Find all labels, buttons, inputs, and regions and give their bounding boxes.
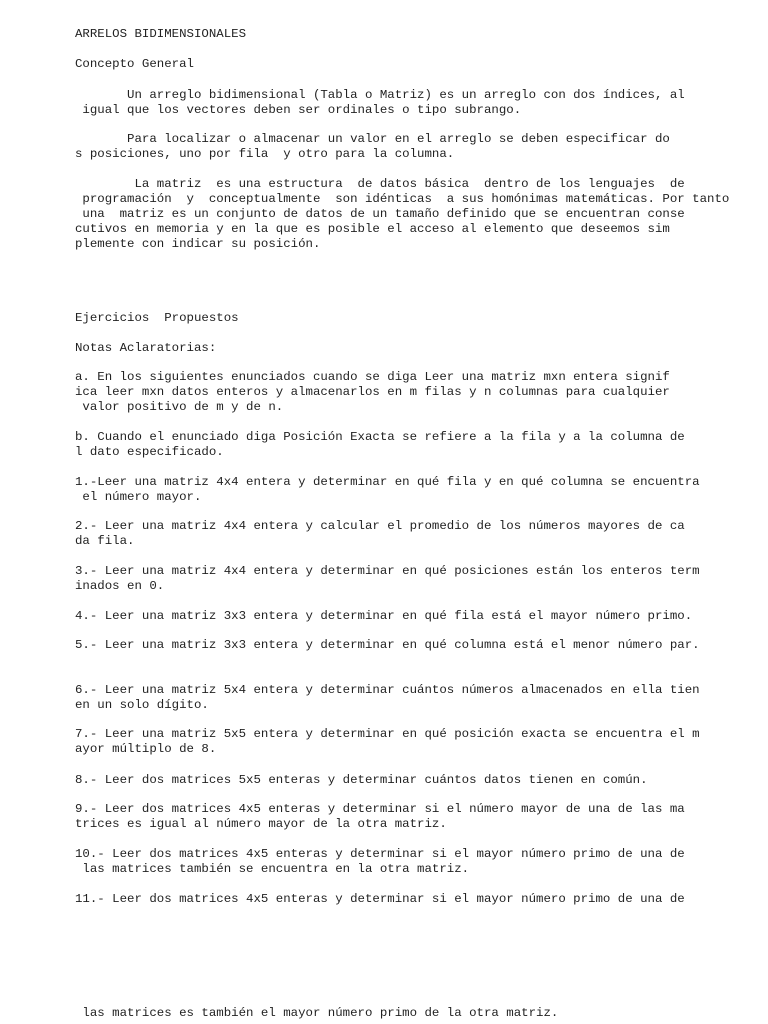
document-title: ARRELOS BIDIMENSIONALES bbox=[75, 27, 247, 41]
exercise-5-line-1: 5.- Leer una matriz 3x3 entera y determinar en qué columna está el menor número par. bbox=[75, 638, 700, 652]
exercise-11-continuation: las matrices es también el mayor número primo de la otra matriz. bbox=[75, 1006, 559, 1020]
exercise-9-line-1: 9.- Leer dos matrices 4x5 enteras y determinar si el número mayor de una de las ma bbox=[75, 802, 685, 816]
concepto-paragraph-1-line-2: igual que los vectores deben ser ordinales o tipo subrango. bbox=[75, 103, 522, 117]
exercise-8-line-1: 8.- Leer dos matrices 5x5 enteras y determinar cuántos datos tienen en común. bbox=[75, 773, 648, 787]
exercise-2-line-2: da fila. bbox=[75, 534, 135, 548]
concepto-paragraph-3-line-2: programación y conceptualmente son idénticas a sus homónimas matemáticas. Por tanto bbox=[75, 192, 730, 206]
nota-b-line-2: l dato especificado. bbox=[75, 445, 224, 459]
exercise-6-line-2: en un solo dígito. bbox=[75, 698, 209, 712]
nota-a-line-1: a. En los siguientes enunciados cuando se diga Leer una matriz mxn entera signif bbox=[75, 370, 670, 384]
section-heading-ejercicios: Ejercicios Propuestos bbox=[75, 311, 239, 325]
exercise-2-line-1: 2.- Leer una matriz 4x4 entera y calcular el promedio de los números mayores de ca bbox=[75, 519, 685, 533]
exercise-11-line-1: 11.- Leer dos matrices 4x5 enteras y determinar si el mayor número primo de una de bbox=[75, 892, 685, 906]
exercise-7-line-2: ayor múltiplo de 8. bbox=[75, 742, 217, 756]
nota-a-line-3: valor positivo de m y de n. bbox=[75, 400, 284, 414]
exercise-1-line-1: 1.-Leer una matriz 4x4 entera y determinar en qué fila y en qué columna se encuentra bbox=[75, 475, 700, 489]
exercise-10-line-2: las matrices también se encuentra en la otra matriz. bbox=[75, 862, 470, 876]
section-heading-notas: Notas Aclaratorias: bbox=[75, 341, 217, 355]
nota-b-line-1: b. Cuando el enunciado diga Posición Exacta se refiere a la fila y a la columna de bbox=[75, 430, 685, 444]
concepto-paragraph-2-line-2: s posiciones, uno por fila y otro para la columna. bbox=[75, 147, 455, 161]
concepto-paragraph-3-line-5: plemente con indicar su posición. bbox=[75, 237, 321, 251]
exercise-7-line-1: 7.- Leer una matriz 5x5 entera y determinar en qué posición exacta se encuentra el m bbox=[75, 727, 700, 741]
exercise-6-line-1: 6.- Leer una matriz 5x4 entera y determinar cuántos números almacenados en ella tien bbox=[75, 683, 700, 697]
concepto-paragraph-3-line-4: cutivos en memoria y en la que es posible el acceso al elemento que deseemos sim bbox=[75, 222, 670, 236]
nota-a-line-2: ica leer mxn datos enteros y almacenarlos en m filas y n columnas para cualquier bbox=[75, 385, 670, 399]
exercise-1-line-2: el número mayor. bbox=[75, 490, 202, 504]
concepto-paragraph-2-line-1: Para localizar o almacenar un valor en el arreglo se deben especificar do bbox=[75, 132, 670, 146]
exercise-9-line-2: trices es igual al número mayor de la otra matriz. bbox=[75, 817, 447, 831]
concepto-paragraph-3-line-3: una matriz es un conjunto de datos de un tamaño definido que se encuentran conse bbox=[75, 207, 685, 221]
concepto-paragraph-1-line-1: Un arreglo bidimensional (Tabla o Matriz) es un arreglo con dos índices, al bbox=[75, 88, 685, 102]
section-heading-concepto: Concepto General bbox=[75, 57, 194, 71]
exercise-3-line-2: inados en 0. bbox=[75, 579, 165, 593]
exercise-10-line-1: 10.- Leer dos matrices 4x5 enteras y determinar si el mayor número primo de una de bbox=[75, 847, 685, 861]
exercise-4-line-1: 4.- Leer una matriz 3x3 entera y determinar en qué fila está el mayor número primo. bbox=[75, 609, 693, 623]
concepto-paragraph-3-line-1: La matriz es una estructura de datos básica dentro de los lenguajes de bbox=[75, 177, 685, 191]
exercise-3-line-1: 3.- Leer una matriz 4x4 entera y determinar en qué posiciones están los enteros term bbox=[75, 564, 700, 578]
